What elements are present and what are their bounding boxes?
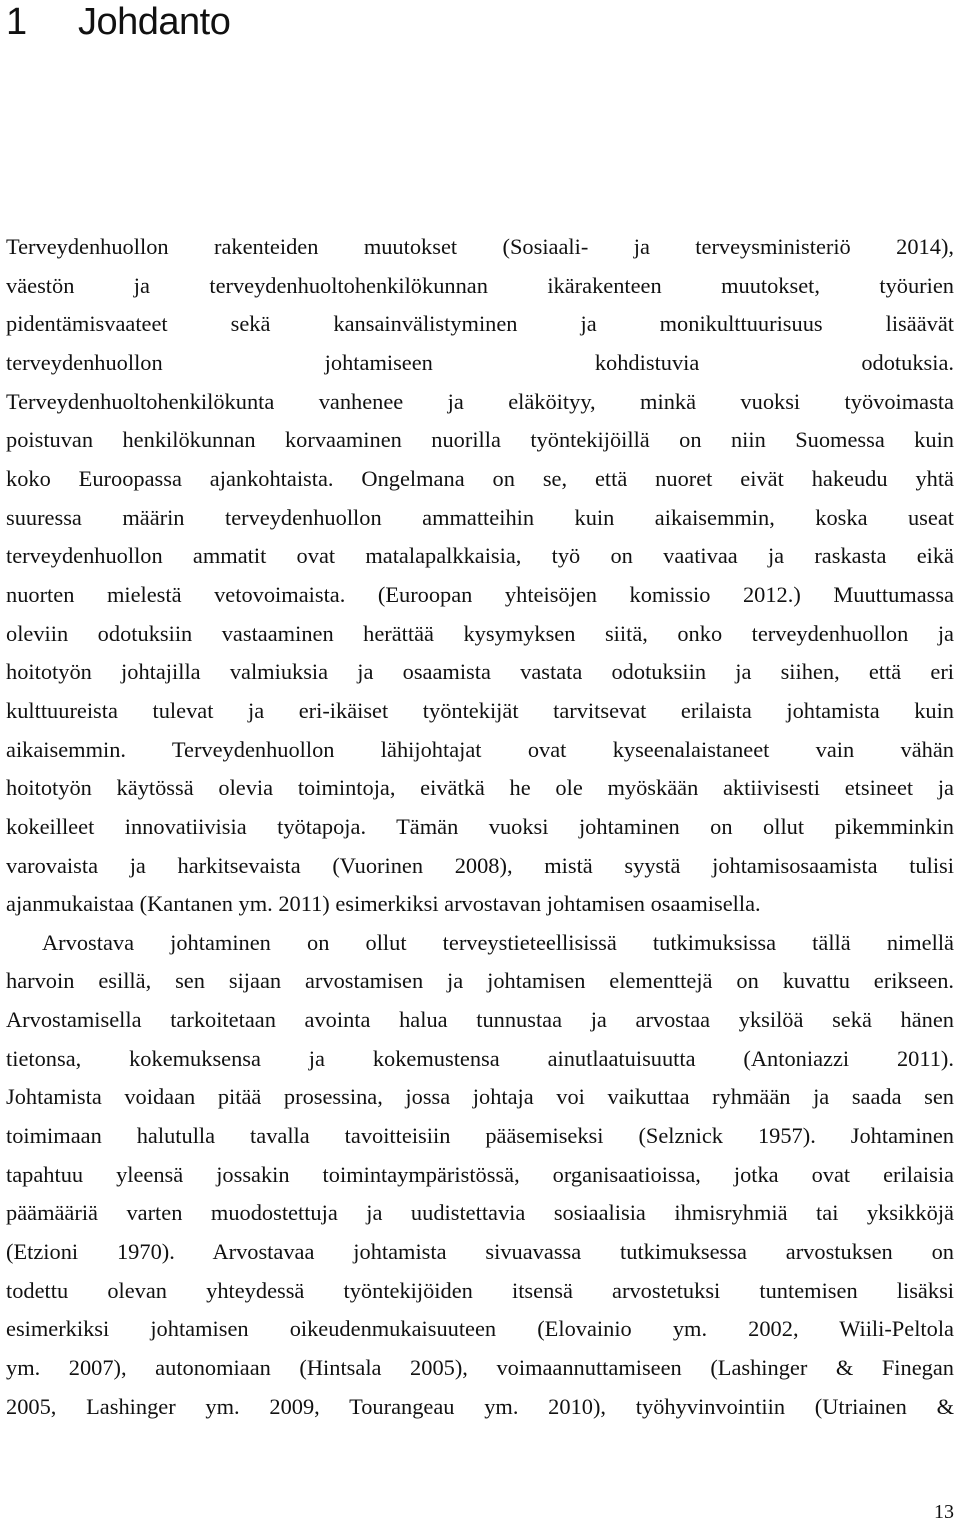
text-line: terveydenhuollon johtamiseen kohdistuvia odotuksia. [6,349,954,375]
text-line: oleviin odotuksiin vastaaminen herättää kysymyksen siitä, onko terveydenhuollon ja [6,620,954,646]
body-text [6,228,954,1426]
text-line: (Etzioni 1970). Arvostavaa johtamista sivuavassa tutkimuksessa arvostuksen on [6,1239,954,1265]
text-line: Arvostamisella tarkoitetaan avointa halua tunnustaa ja arvostaa yksilöä sekä hänen [6,1007,954,1033]
text-line: pidentämisvaateet sekä kansainvälistyminen ja monikulttuurisuus lisäävät [6,311,954,337]
text-line: terveydenhuollon ammatit ovat matalapalkkaisia, työ on vaativaa ja raskasta eikä [6,543,954,569]
text-line: poistuvan henkilökunnan korvaaminen nuorilla työntekijöillä on niin Suomessa kuin [6,427,954,453]
text-line: hoitotyön johtajilla valmiuksia ja osaamista vastata odotuksiin ja siihen, että eri [6,659,954,685]
text-line: koko Euroopassa ajankohtaista. Ongelmana on se, että nuoret eivät hakeudu yhtä [6,465,954,491]
chapter-heading [6,0,230,44]
chapter-number: 1 [6,1,27,43]
text-line: ajanmukaistaa (Kantanen ym. 2011) esimerkiksi arvostavan johtamisen osaamisella. [6,891,761,917]
text-line: Terveydenhuoltohenkilökunta vanhenee ja eläköityy, minkä vuoksi työvoimasta [6,388,954,414]
text-line: Johtamista voidaan pitää prosessina, jossa johtaja voi vaikuttaa ryhmään ja saada sen [6,1084,954,1110]
text-line: väestön ja terveydenhuoltohenkilökunnan ikärakenteen muutokset, työurien [6,272,954,298]
text-line: varovaista ja harkitsevaista (Vuorinen 2008), mistä syystä johtamisosaamista tulisi [6,852,954,878]
text-line: suuressa määrin terveydenhuollon ammatteihin kuin aikaisemmin, koska useat [6,504,954,530]
text-line: esimerkiksi johtamisen oikeudenmukaisuuteen (Elovainio ym. 2002, Wiili-Peltola [6,1316,954,1342]
paragraph-2 [6,924,954,1427]
text-line: Arvostava johtaminen on ollut terveystieteellisissä tutkimuksissa tällä nimellä [42,929,954,955]
text-line: toimimaan halutulla tavalla tavoitteisiin pääsemiseksi (Selznick 1957). Johtaminen [6,1123,954,1149]
text-line: kokeilleet innovatiivisia työtapoja. Tämän vuoksi johtaminen on ollut pikemminkin [6,813,954,839]
text-line: tapahtuu yleensä jossakin toimintaympäristössä, organisaatioissa, jotka ovat erilaisia [6,1161,954,1187]
text-line: ym. 2007), autonomiaan (Hintsala 2005), voimaannuttamiseen (Lashinger & Finegan [6,1355,954,1381]
paragraph-1 [6,228,954,924]
text-line: todettu olevan yhteydessä työntekijöiden itsensä arvostetuksi tuntemisen lisäksi [6,1277,954,1303]
text-line: aikaisemmin. Terveydenhuollon lähijohtajat ovat kyseenalaistaneet vain vähän [6,736,954,762]
text-line: nuorten mielestä vetovoimaista. (Euroopan yhteisöjen komissio 2012.) Muuttumassa [6,581,954,607]
page-number: 13 [934,1501,954,1523]
text-line: tietonsa, kokemuksensa ja kokemustensa ainutlaatuisuutta (Antoniazzi 2011). [6,1045,954,1071]
text-line: hoitotyön käytössä olevia toimintoja, eivätkä he ole myöskään aktiivisesti etsineet ja [6,775,954,801]
text-line: päämääriä varten muodostettuja ja uudistettavia sosiaalisia ihmisryhmiä tai yksikköjä [6,1200,954,1226]
text-line: Terveydenhuollon rakenteiden muutokset (Sosiaali- ja terveysministeriö 2014), [6,234,954,259]
text-line: harvoin esillä, sen sijaan arvostamisen ja johtamisen elementtejä on kuvattu erikseen. [6,968,954,994]
text-line: kulttuureista tulevat ja eri-ikäiset työntekijät tarvitsevat erilaista johtamista kuin [6,697,954,723]
text-line: 2005, Lashinger ym. 2009, Tourangeau ym. 2010), työhyvinvointiin (Utriainen & [6,1393,954,1419]
chapter-title: Johdanto [78,1,231,43]
